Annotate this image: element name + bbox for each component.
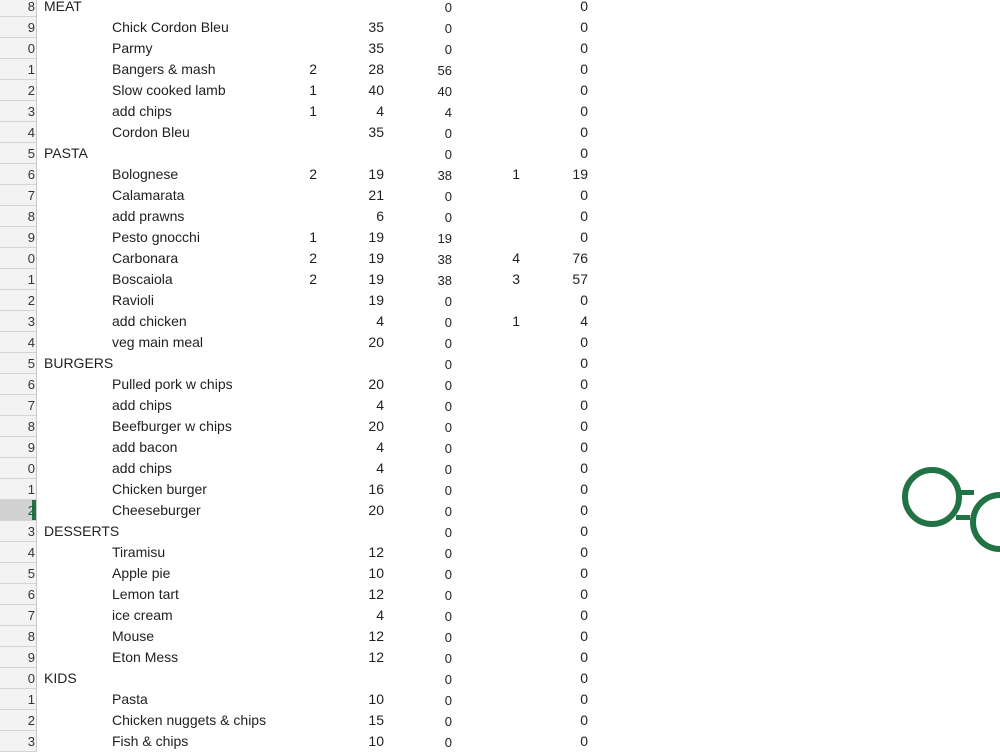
row-header[interactable] [0,584,36,605]
price-cell[interactable]: 6 [376,208,384,224]
total2-cell[interactable]: 0 [580,649,588,665]
price-cell[interactable]: 16 [368,481,384,497]
item-cell[interactable]: Carbonara [112,250,179,266]
item-cell[interactable]: Apple pie [112,565,171,581]
row-number: 6 [27,376,35,392]
quantity-cell[interactable]: 1 [309,229,317,245]
total-cell[interactable]: 0 [444,315,452,330]
row-header[interactable] [0,311,36,332]
row-header[interactable] [0,164,36,185]
row-number: 4 [27,124,35,140]
row-header[interactable] [0,374,36,395]
total-cell[interactable]: 0 [444,399,452,414]
price-cell[interactable]: 4 [376,460,384,476]
row-number: 1 [27,691,35,707]
total-cell[interactable]: 0 [444,441,452,456]
row-number: 0 [27,460,35,476]
item-cell[interactable]: add chips [112,103,172,119]
total2-cell[interactable]: 0 [580,523,588,539]
total2-cell[interactable]: 0 [580,691,588,707]
total-cell[interactable]: 38 [437,252,452,267]
item-cell[interactable]: add chicken [112,313,187,329]
item-cell[interactable]: Chick Cordon Bleu [112,19,229,35]
total-cell[interactable]: 0 [444,126,452,141]
total-cell[interactable]: 0 [444,357,452,372]
total2-cell[interactable]: 0 [580,628,588,644]
row-number: 5 [27,355,35,371]
price-cell[interactable]: 20 [368,334,384,350]
item-cell[interactable]: Bangers & mash [112,61,216,77]
row-number: 9 [27,649,35,665]
total-cell[interactable]: 0 [444,210,452,225]
price-cell[interactable]: 10 [368,691,384,707]
row-header[interactable] [0,668,36,689]
price-cell[interactable]: 12 [368,586,384,602]
total-cell[interactable]: 0 [444,189,452,204]
row-header[interactable] [0,458,36,479]
row-header[interactable] [0,353,36,374]
item-cell[interactable]: Lemon tart [112,586,179,602]
total-cell[interactable]: 0 [444,630,452,645]
item-cell[interactable]: veg main meal [112,334,204,350]
row-number: 7 [27,397,35,413]
item-cell[interactable]: Pulled pork w chips [112,376,233,392]
row-header[interactable] [0,269,36,290]
item-cell[interactable]: add prawns [112,208,185,224]
total2-cell[interactable]: 0 [580,607,588,623]
row-number: 1 [27,271,35,287]
row-header[interactable] [0,395,36,416]
total2-cell[interactable]: 0 [580,418,588,434]
price-cell[interactable]: 21 [368,187,384,203]
total2-cell[interactable]: 0 [580,712,588,728]
quantity2-cell[interactable]: 3 [512,271,520,287]
price-cell[interactable]: 10 [368,733,384,749]
price-cell[interactable]: 35 [368,19,384,35]
total-cell[interactable]: 0 [444,609,452,624]
row-header[interactable] [0,227,36,248]
row-number: 8 [27,628,35,644]
row-header[interactable] [0,542,36,563]
total2-cell[interactable]: 0 [580,124,588,140]
item-cell[interactable]: Pasta [112,691,148,707]
total-cell[interactable]: 0 [444,483,452,498]
row-number: 2 [27,502,35,518]
row-header[interactable] [0,206,36,227]
total2-cell[interactable]: 76 [572,250,588,266]
item-cell[interactable]: add chips [112,460,172,476]
row-header[interactable] [0,437,36,458]
category-cell[interactable]: BURGERS [44,355,114,371]
row-number: 9 [27,229,35,245]
row-number: 6 [27,586,35,602]
price-cell[interactable]: 20 [368,376,384,392]
item-cell[interactable]: Calamarata [112,187,185,203]
total-cell[interactable]: 0 [444,294,452,309]
total2-cell[interactable]: 0 [580,565,588,581]
total-cell[interactable]: 0 [444,504,452,519]
row-header[interactable] [0,101,36,122]
row-number: 8 [27,418,35,434]
row-number: 0 [27,670,35,686]
total-cell[interactable]: 0 [444,21,452,36]
total2-cell[interactable]: 0 [580,334,588,350]
total-cell[interactable]: 0 [444,693,452,708]
item-cell[interactable]: add chips [112,397,172,413]
row-number: 3 [27,733,35,749]
price-cell[interactable]: 40 [368,82,384,98]
price-cell[interactable]: 4 [376,103,384,119]
row-header[interactable] [0,143,36,164]
price-cell[interactable]: 12 [368,544,384,560]
item-cell[interactable]: add bacon [112,439,178,455]
item-cell[interactable]: Fish & chips [112,733,189,749]
row-header[interactable] [0,416,36,437]
row-number: 4 [27,544,35,560]
row-header[interactable] [0,710,36,731]
item-cell[interactable]: Cheeseburger [112,502,201,518]
total2-cell[interactable]: 0 [580,544,588,560]
price-cell[interactable]: 19 [368,292,384,308]
item-cell[interactable]: Beefburger w chips [112,418,232,434]
price-cell[interactable]: 4 [376,313,384,329]
row-number: 7 [27,607,35,623]
item-cell[interactable]: Cordon Bleu [112,124,190,140]
row-header[interactable] [0,248,36,269]
price-cell[interactable]: 20 [368,418,384,434]
price-cell[interactable]: 10 [368,565,384,581]
row-number: 3 [27,313,35,329]
total2-cell[interactable]: 0 [580,40,588,56]
total2-cell[interactable]: 0 [580,397,588,413]
row-number: 9 [27,19,35,35]
price-cell[interactable]: 4 [376,439,384,455]
total2-cell[interactable]: 0 [580,355,588,371]
row-header[interactable] [0,332,36,353]
row-number: 1 [27,481,35,497]
row-number: 7 [27,187,35,203]
quantity2-cell[interactable]: 1 [512,313,520,329]
total-cell[interactable]: 0 [444,462,452,477]
quantity-cell[interactable]: 2 [309,271,317,287]
row-header[interactable] [0,185,36,206]
total2-cell[interactable]: 0 [580,187,588,203]
total2-cell[interactable]: 0 [580,670,588,686]
quantity-cell[interactable]: 2 [309,250,317,266]
price-cell[interactable]: 19 [368,166,384,182]
total2-cell[interactable]: 0 [580,376,588,392]
quantity2-cell[interactable]: 4 [512,250,520,266]
item-cell[interactable]: Chicken nuggets & chips [112,712,267,728]
total2-cell[interactable]: 4 [580,313,588,329]
price-cell[interactable]: 12 [368,649,384,665]
total-cell[interactable]: 0 [444,147,452,162]
total2-cell[interactable]: 0 [580,208,588,224]
total-cell[interactable]: 56 [437,63,452,78]
row-header[interactable] [0,563,36,584]
total-cell[interactable]: 38 [437,168,452,183]
total2-cell[interactable]: 0 [580,19,588,35]
total-cell[interactable]: 0 [444,735,452,750]
row-number: 4 [27,334,35,350]
row-header[interactable] [0,122,36,143]
item-cell[interactable]: Chicken burger [112,481,207,497]
row-number: 5 [27,145,35,161]
row-header[interactable] [0,38,36,59]
category-cell[interactable]: DESSERTS [44,523,120,539]
quantity-cell[interactable]: 2 [309,61,317,77]
row-header[interactable] [0,17,36,38]
row-number: 8 [27,0,35,14]
row-number: 2 [27,712,35,728]
category-cell[interactable]: KIDS [44,670,77,686]
row-number: 6 [27,166,35,182]
category-cell[interactable]: MEAT [44,0,82,14]
quantity2-cell[interactable]: 1 [512,166,520,182]
total-cell[interactable]: 4 [444,105,452,120]
row-header[interactable] [0,0,36,17]
row-header[interactable] [0,647,36,668]
row-number: 3 [27,103,35,119]
row-number: 5 [27,565,35,581]
quantity-cell[interactable]: 2 [309,166,317,182]
row-number: 9 [27,439,35,455]
quantity-cell[interactable]: 1 [309,103,317,119]
total2-cell[interactable]: 0 [580,481,588,497]
item-cell[interactable]: ice cream [112,607,173,623]
total2-cell[interactable]: 0 [580,229,588,245]
row-headers [0,0,37,752]
price-cell[interactable]: 4 [376,397,384,413]
total2-cell[interactable]: 0 [580,292,588,308]
row-number: 2 [27,82,35,98]
row-header[interactable] [0,689,36,710]
item-cell[interactable]: Pesto gnocchi [112,229,200,245]
row-header[interactable] [0,479,36,500]
price-cell[interactable]: 35 [368,40,384,56]
total-cell[interactable]: 0 [444,651,452,666]
total2-cell[interactable]: 0 [580,439,588,455]
total2-cell[interactable]: 0 [580,82,588,98]
item-cell[interactable]: Slow cooked lamb [112,82,226,98]
total-cell[interactable]: 0 [444,0,452,15]
total2-cell[interactable]: 19 [572,166,588,182]
ring-logo-icon [900,462,1000,557]
row-header[interactable] [0,626,36,647]
row-header[interactable] [0,521,36,542]
price-cell[interactable]: 15 [368,712,384,728]
item-cell[interactable]: Ravioli [112,292,155,308]
row-number: 0 [27,40,35,56]
total2-cell[interactable]: 57 [572,271,588,287]
price-cell[interactable]: 19 [368,271,384,287]
row-number: 0 [27,250,35,266]
total-cell[interactable]: 40 [437,84,452,99]
category-cell[interactable]: PASTA [44,145,88,161]
price-cell[interactable]: 28 [368,61,384,77]
price-cell[interactable]: 19 [368,250,384,266]
total-cell[interactable]: 0 [444,567,452,582]
price-cell[interactable]: 12 [368,628,384,644]
total2-cell[interactable]: 0 [580,460,588,476]
total2-cell[interactable]: 0 [580,145,588,161]
total-cell[interactable]: 0 [444,546,452,561]
row-header[interactable] [0,59,36,80]
quantity-cell[interactable]: 1 [309,82,317,98]
row-header[interactable] [0,500,36,521]
total2-cell[interactable]: 0 [580,0,588,14]
price-cell[interactable]: 4 [376,607,384,623]
total-cell[interactable]: 19 [437,231,452,246]
item-cell[interactable]: Parmy [112,40,153,56]
total-cell[interactable]: 0 [444,588,452,603]
row-header[interactable] [0,290,36,311]
row-number: 2 [27,292,35,308]
item-cell[interactable]: Boscaiola [112,271,173,287]
item-cell[interactable]: Eton Mess [112,649,179,665]
row-header[interactable] [0,80,36,101]
price-cell[interactable]: 19 [368,229,384,245]
row-header[interactable] [0,605,36,626]
price-cell[interactable]: 35 [368,124,384,140]
total2-cell[interactable]: 0 [580,586,588,602]
price-cell[interactable]: 20 [368,502,384,518]
total-cell[interactable]: 0 [444,42,452,57]
total2-cell[interactable]: 0 [580,502,588,518]
total-cell[interactable]: 0 [444,378,452,393]
total-cell[interactable]: 0 [444,714,452,729]
row-number: 1 [27,61,35,77]
row-number: 8 [27,208,35,224]
item-cell[interactable]: Bolognese [112,166,179,182]
total2-cell[interactable]: 0 [580,103,588,119]
total-cell[interactable]: 38 [437,273,452,288]
total-cell[interactable]: 0 [444,525,452,540]
total-cell[interactable]: 0 [444,420,452,435]
total-cell[interactable]: 0 [444,672,452,687]
row-header[interactable] [0,731,36,752]
total2-cell[interactable]: 0 [580,733,588,749]
total-cell[interactable]: 0 [444,336,452,351]
item-cell[interactable]: Tiramisu [112,544,166,560]
total2-cell[interactable]: 0 [580,61,588,77]
item-cell[interactable]: Mouse [112,628,155,644]
row-number: 3 [27,523,35,539]
